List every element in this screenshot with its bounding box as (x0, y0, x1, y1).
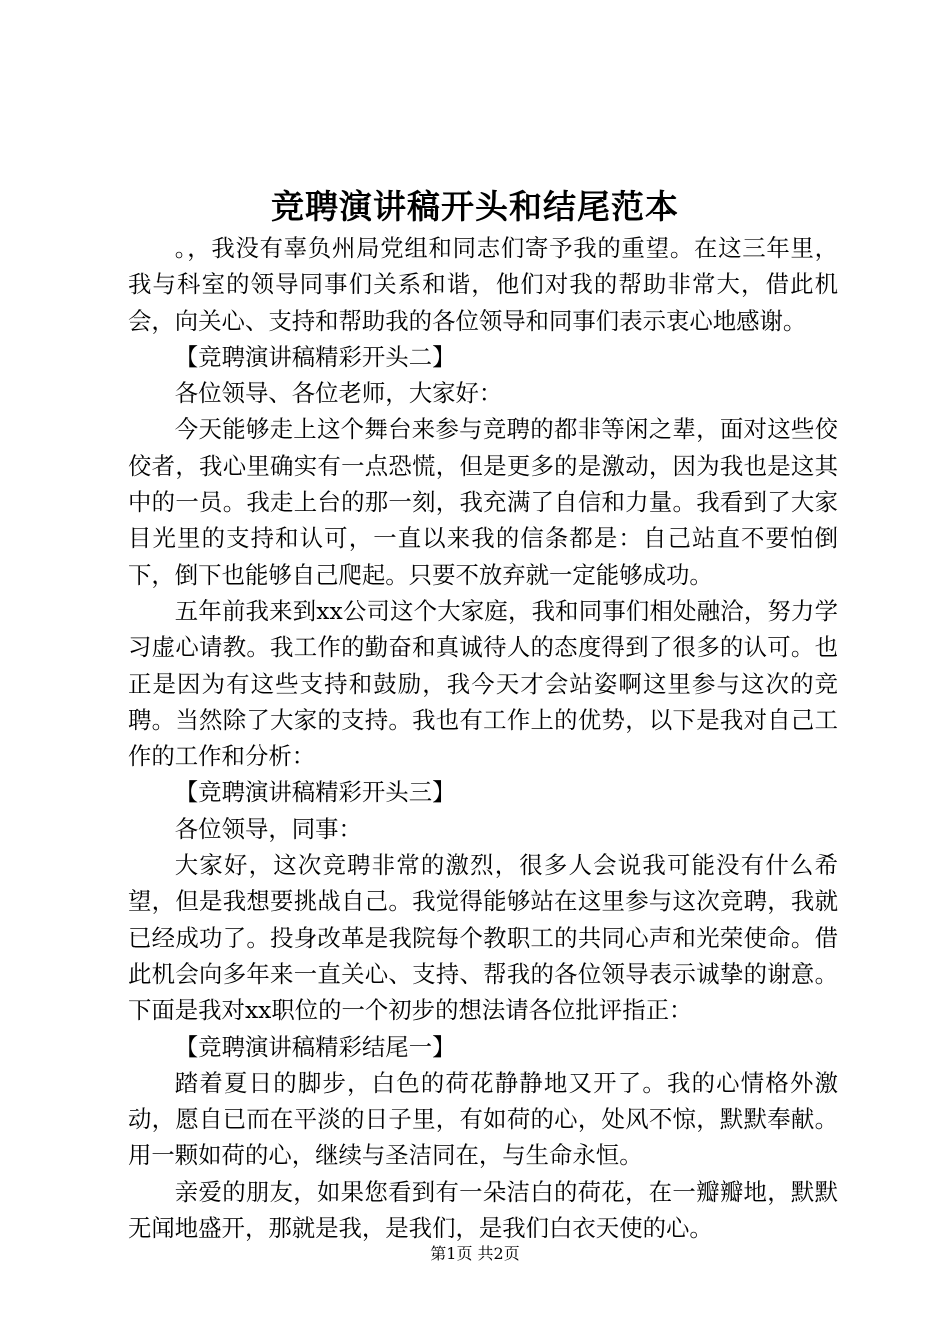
paragraph-3: 五年前我来到xx公司这个大家庭，我和同事们相处融洽，努力学习虚心请教。我工作的勤奋和真诚待人的态度得到了很多的认可。也正是因为有这些支持和鼓励，我今天才会站姿啊这里参与这次的竞聘。当然除了大家的支持。我也有工作上的优势，以下是我对自己工作的工作和分析： (128, 596, 838, 771)
section-heading-opening-3: 【竞聘演讲稿精彩开头三】 (174, 778, 456, 807)
paragraph-6: 亲爱的朋友，如果您看到有一朵洁白的荷花，在一瓣瓣地，默默无闻地盛开，那就是我，是我们，是我们白衣天使的心。 (128, 1177, 838, 1243)
document-title: 竞聘演讲稿开头和结尾范本 (271, 187, 679, 226)
section-heading-ending-1: 【竞聘演讲稿精彩结尾一】 (174, 1032, 456, 1061)
paragraph-2: 今天能够走上这个舞台来参与竞聘的都非等闲之辈，面对这些佼佼者，我心里确实有一点恐慌，但是更多的是激动，因为我也是这其中的一员。我走上台的那一刻，我充满了自信和力量。我看到了大家目光里的支持和认可，一直以来我的信条都是：自己站直不要怕倒下，倒下也能够自己爬起。只要不放弃就一定能够成功。 (128, 415, 838, 589)
section-heading-opening-2: 【竞聘演讲稿精彩开头二】 (174, 342, 456, 371)
greeting-1: 各位领导、各位老师，大家好： (174, 379, 503, 408)
greeting-2: 各位领导，同事： (174, 814, 362, 843)
document-body (128, 230, 838, 1246)
paragraph-1: 。，我没有辜负州局党组和同志们寄予我的重望。在这三年里，我与科室的领导同事们关系和谐，他们对我的帮助非常大，借此机会，向关心、支持和帮助我的各位领导和同事们表示衷心地感谢。 (128, 234, 838, 335)
page-footer: 第1页 共2页 (430, 1244, 520, 1263)
paragraph-5: 踏着夏日的脚步，白色的荷花静静地又开了。我的心情格外激动，愿自已而在平淡的日子里，有如荷的心，处风不惊，默默奉献。用一颗如荷的心，继续与圣洁同在，与生命永恒。 (128, 1068, 838, 1170)
paragraph-4: 大家好，这次竞聘非常的激烈，很多人会说我可能没有什么希望，但是我想要挑战自己。我觉得能够站在这里参与这次竞聘，我就已经成功了。投身改革是我院每个教职工的共同心声和光荣使命。借此机会向多年来一直关心、支持、帮我的各位领导表示诚挚的谢意。下面是我对xx职位的一个初步的想法请各位批评指正： (128, 851, 838, 1025)
